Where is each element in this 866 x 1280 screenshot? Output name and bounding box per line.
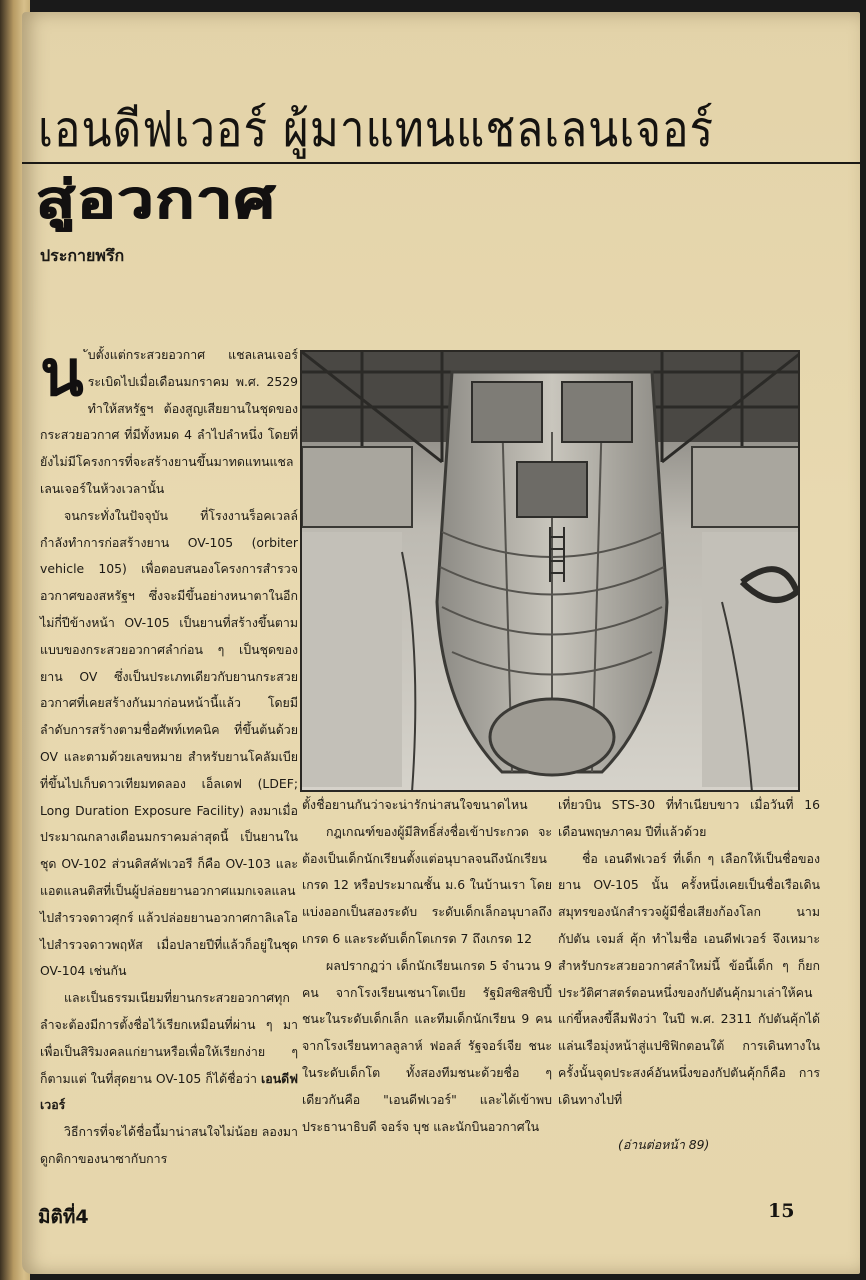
- orbiter-photo-illustration: [302, 352, 800, 792]
- paragraph-2: จนกระทั่งในปัจจุบัน ที่โรงงานร็อคเวลล์ กำลังทำการก่อสร้างยาน OV-105 (orbiter vehicle 105) เพื่อตอบสนองโครงการสำรวจอวกาศของสหรัฐฯ ซึ่งจะมีขึ้นอย่างหนาตาในอีกไม่กี่ปีข้างหน้า OV-105 เป็นยานที่สร้างขึ้นตามแบบของกระสวยอวกาศลำก่อน ๆ เป็นชุดของยาน OV ซึ่งเป็นประเภทเดียวกับยานกระสวยอวกาศที่เคยสร้างกันมาก่อนหน้านี้แล้ว โดยมีลำดับการสร้างตามชื่อศัพท์เทคนิค ที่ขึ้นต้นด้วย OV และตามด้วยเลขหมาย สำหรับยานโคลัมเบียที่ขึ้นไปเก็บดาวเทียมทดลอง เอ็ลเดฟ (LDEF; Long Duration Exposure Facility) ลงมาเมื่อประมาณกลางเดือนมกราคมล่าสุดนี้ เป็นยานในชุด OV-102 ส่วนดิสคัฟเวอรี ก็คือ OV-103 และแอตแลนติสที่เป็นผู้ปล่อยยานอวกาศแมกเจลแลนไปสำรวจดาวศุกร์ แล้วปล่อยยานอวกาศกาลิเลโอไปสำรวจดาวพฤหัส เมื่อปลายปีที่แล้วก็อยู่ในชุด OV-104 เช่นกัน: [40, 507, 298, 979]
- section-title: สู่อวกาศ: [36, 169, 277, 231]
- page-number: 15: [768, 1200, 795, 1222]
- col2-paragraph-3: ผลปรากฏว่า เด็กนักเรียนเกรด 5 จำนวน 9 คน จากโรงเรียนเซนาโตเบีย รัฐมิสซิสซิปปี้ ชนะในระดับเด็กเล็ก และทีมเด็กนักเรียน 9 คน จากโรงเรียนทาลลูลาห์ ฟอลส์ รัฐจอร์เจีย ชนะในระดับเด็กโต ทั้งสองทีมชนะด้วยชื่อ ๆ เดียวกันคือ "เอนดีฟเวอร์" และได้เข้าพบประธานาธิบดี จอร์จ บุช และนักบินอวกาศใน: [302, 957, 552, 1134]
- paragraph-3: [40, 985, 298, 1119]
- paragraph-3-text: และเป็นธรรมเนียมที่ยานกระสวยอวกาศทุกลำจะต้องมีการตั้งชื่อไว้เรียกเหมือนที่ผ่าน ๆ มา เพื่อเป็นสิริมงคลแก่ยานหรือเพื่อให้เรียกง่าย ๆ ก็ตามแต่ ในที่สุดยาน OV-105 ก็ได้ชื่อว่า: [40, 990, 298, 1086]
- col3-paragraph-1: เที่ยวบิน STS-30 ที่ทำเนียบขาว เมื่อวันที่ 16 เดือนพฤษภาคม ปีที่แล้วด้วย: [558, 797, 820, 839]
- article-column-3: [558, 792, 820, 1114]
- continued-on-note: (อ่านต่อหน้า 89): [618, 1137, 710, 1152]
- orbiter-construction-photo: [300, 350, 800, 792]
- magazine-page: [22, 12, 860, 1274]
- col2-paragraph-2: กฎเกณฑ์ของผู้มีสิทธิ์ส่งชื่อเข้าประกวด จะต้องเป็นเด็กนักเรียนตั้งแต่อนุบาลจนถึงนักเรียนเกรด 12 หรือประมาณชั้น ม.6 ในบ้านเรา โดยแบ่งออกเป็นสองระดับ ระดับเด็กเล็กอนุบาลถึงเกรด 6 และระดับเด็กโตเกรด 7 ถึงเกรด 12: [302, 823, 552, 946]
- col3-paragraph-2: ชื่อ เอนดีฟเวอร์ ที่เด็ก ๆ เลือกให้เป็นชื่อของยาน OV-105 นั้น ครั้งหนึ่งเคยเป็นชื่อเรือเดินสมุทรของนักสำรวจผู้มีชื่อเสียงก้องโลก นาม กัปตัน เจมส์ คุ้ก ทำไมชื่อ เอนดีฟเวอร์ จึงเหมาะสำหรับกระสวยอวกาศลำใหม่นี้ ข้อนี้เด็ก ๆ ก็ยกประวัติศาสตร์ตอนหนึ่งของกัปตันคุ้กมาเล่าให้คนแก่ขี้หลงขี้ลืมฟังว่า ในปี พ.ศ. 2311 กัปตันคุ้กได้แล่นเรือมุ่งหน้าสู่แปซิฟิกตอนใต้ การเดินทางในครั้งนั้นจุดประสงค์อันหนึ่งของกัปตันคุ้กก็คือ การเดินทางไปที่: [558, 850, 820, 1107]
- endeavour-name: เอนดีฟเวอร์: [40, 1070, 298, 1113]
- author-byline: ประกายพรึก: [40, 246, 125, 265]
- article-headline: เอนดีฟเวอร์ ผู้มาแทนแชลเลนเจอร์: [38, 101, 715, 159]
- col2-paragraph-1: ตั้งชื่อยานกันว่าจะน่ารักน่าสนใจขนาดไหน: [302, 797, 528, 812]
- article-column-2: [302, 792, 552, 1140]
- paragraph-1: [40, 337, 298, 503]
- paragraph-4: วิธีการที่จะได้ชื่อนี้มาน่าสนใจไม่น้อย ลองมาดูกติกาของนาซากับการ: [40, 1124, 298, 1166]
- paragraph-1-text: ับตั้งแต่กระสวยอวกาศ แชลเลนเจอร์ ระเบิดไปเมื่อเดือนมกราคม พ.ศ. 2529 ทำให้สหรัฐฯ ต้องสูญเสียยานในชุดของกระสวยอวกาศ ที่มีทั้งหมด 4 ลำไปลำหนึ่ง โดยที่ยังไม่มีโครงการที่จะสร้างยานขึ้นมาทดแทนแชลเลนเจอร์ในห้วงเวลานั้น: [40, 347, 298, 496]
- magazine-name: มิติที่4: [38, 1206, 89, 1228]
- article-column-1: [40, 337, 298, 1173]
- headline-rule: [22, 162, 860, 164]
- drop-cap: น: [40, 337, 84, 411]
